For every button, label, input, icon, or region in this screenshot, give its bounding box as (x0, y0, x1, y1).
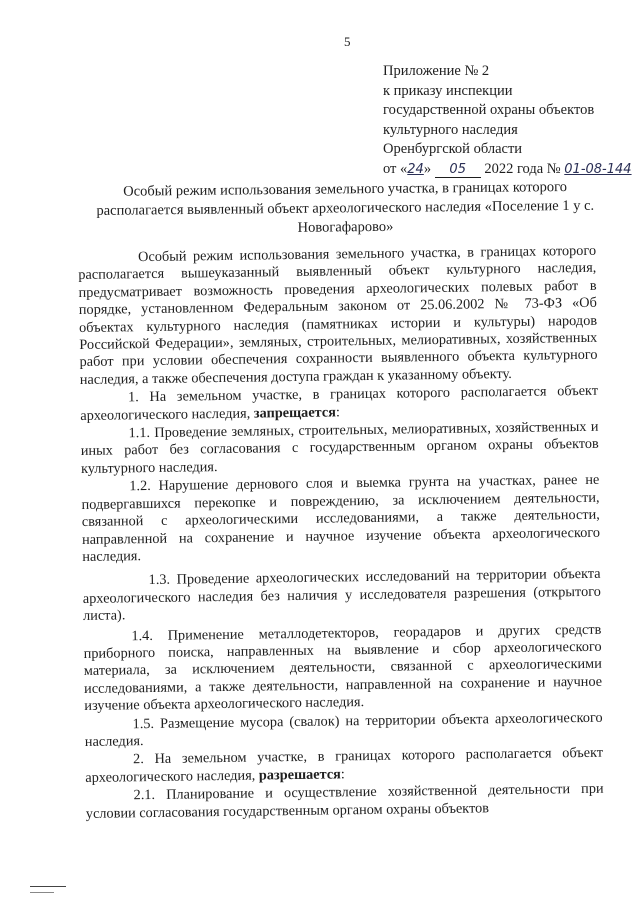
section-2-text: 2. На земельном участке, в границах которого располагается объект археологического наследия, (85, 745, 604, 786)
item-1-5: 1.5. Размещение мусора (свалок) на территории объекта археологического наследия. (84, 709, 603, 750)
section-1-text: 1. На земельном участке, в границах которого располагается объект археологического наследия, (80, 383, 599, 424)
annex-line-2: к приказу инспекции (383, 82, 513, 99)
item-2-1: 2.1. Планирование и осуществление хозяйственной деятельности при условии согласования государственным органом охраны объектов (85, 780, 604, 822)
section-1-heading (80, 383, 598, 425)
date-day-handwritten: 24 (407, 161, 424, 177)
date-year: 2022 года № (484, 160, 561, 177)
annex-date-line (383, 160, 633, 180)
intro-paragraph: Особый режим использования земельного участка, в границах которого располагается вышеуказанный выявленный объект культурного наследия, предусматривает возможность проведения археологических полевых работ в порядке, установленном Федеральным законом от 25.06.2002 № 73-ФЗ «Об объектах культурного наследия (памятниках истории и культуры) народов Российской Федерации», земляных, строительных, мелиоративных, хозяйственных работ при условии обеспечения сохранности выявленного объекта культурного наследия, а также обеспечения доступа граждан к указанному объекту. (78, 242, 598, 388)
annex-line-5: Оренбургской области (383, 141, 523, 158)
annex-line-1: Приложение № 2 (383, 63, 490, 79)
item-1-2: 1.2. Нарушение дернового слоя и выемка грунта на участках, ранее не подвергавшихся перекопке и повреждению, за исключением деятельности, связанной с археологическими исследованиями, а также деятельности, направленной на сохранение и научное изучение объекта археологического наследия. (81, 472, 601, 565)
document-body (78, 243, 604, 824)
date-month-handwritten: 05 (435, 162, 481, 178)
section-1-colon: : (335, 404, 340, 421)
item-1-1: 1.1. Проведение земляных, строительных, мелиоративных, хозяйственных и иных работ без согласования с государственным органом охраны объектов культурного наследия. (80, 418, 599, 477)
footnote-divider (30, 886, 66, 887)
document-title: Особый режим использования земельного участка, в границах которого располагается выявленный объект археологического наследия «Поселение 1 у с. Новогафарово» (96, 179, 595, 236)
page-number: 5 (344, 34, 351, 49)
section-2-heading (85, 745, 603, 787)
order-number-handwritten: 01-08-144 (564, 161, 632, 177)
scan-edge-mark (30, 892, 54, 893)
date-prefix: от « (383, 160, 408, 177)
date-mid: » (423, 160, 432, 177)
annex-header (383, 62, 633, 180)
item-1-4: 1.4. Применение металлодетекторов, георадаров и других средств приборного поиска, направленных на выявление и сбор археологического материала, за исключением деятельности, связанной с археологическими исследованиями, а также деятельности, направленной на сохранение и научное изучение объекта археологического наследия. (83, 621, 603, 715)
section-2-colon: : (340, 766, 345, 783)
annex-line-3: государственной охраны объектов (383, 102, 595, 119)
section-1-keyword: запрещается (253, 404, 337, 422)
section-2-keyword: разрешается (258, 766, 341, 784)
annex-line-4: культурного наследия (383, 121, 518, 138)
item-1-3: 1.3. Проведение археологических исследований на территории объекта археологического наследия без наличия у исследователя разрешения (открытого листа). (82, 566, 601, 625)
